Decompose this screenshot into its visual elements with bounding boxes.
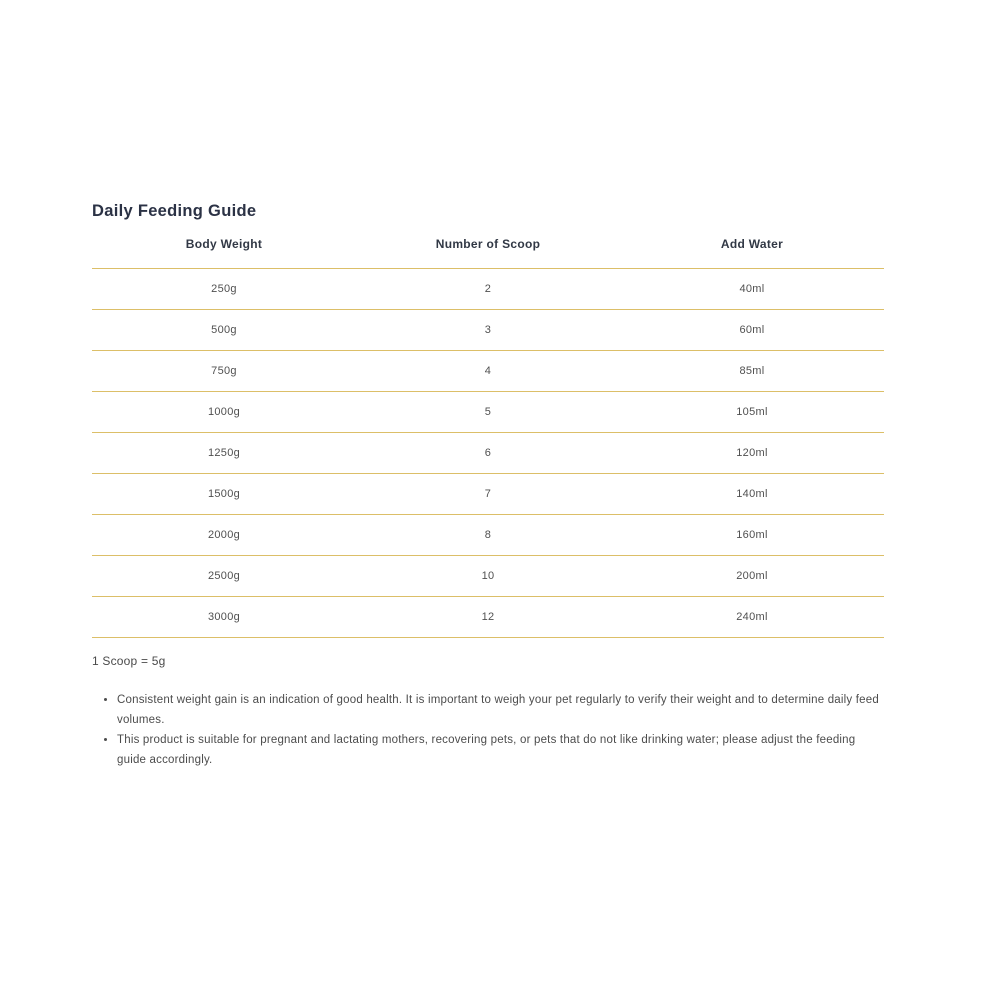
table-row [92, 556, 884, 597]
add-water-cell: 120ml [620, 433, 884, 474]
add-water-cell: 160ml [620, 515, 884, 556]
body-weight-cell: 2000g [92, 515, 356, 556]
table-row [92, 474, 884, 515]
add-water-cell: 85ml [620, 351, 884, 392]
table-row [92, 433, 884, 474]
scoop-count-cell: 2 [356, 269, 620, 310]
scoop-count-cell: 4 [356, 351, 620, 392]
feeding-notes-list [92, 690, 884, 770]
table-row [92, 351, 884, 392]
feeding-note-item: • This product is suitable for pregnant and lactating mothers, recovering pets, or pets that do not like drinking water; please adjust the feeding guide accordingly. [117, 730, 884, 770]
body-weight-cell: 1000g [92, 392, 356, 433]
table-row [92, 597, 884, 638]
table-row [92, 392, 884, 433]
add-water-cell: 60ml [620, 310, 884, 351]
table-row [92, 269, 884, 310]
feeding-guide-table [92, 237, 884, 638]
body-weight-cell: 1500g [92, 474, 356, 515]
scoop-count-cell: 3 [356, 310, 620, 351]
scoop-count-cell: 10 [356, 556, 620, 597]
body-weight-cell: 750g [92, 351, 356, 392]
body-weight-cell: 500g [92, 310, 356, 351]
scoop-size-note: 1 Scoop = 5g [92, 654, 166, 668]
scoop-count-cell: 6 [356, 433, 620, 474]
table-row [92, 515, 884, 556]
column-header-body-weight: Body Weight [92, 237, 356, 269]
content-area [92, 202, 884, 770]
body-weight-cell: 250g [92, 269, 356, 310]
table-row [92, 310, 884, 351]
scoop-count-cell: 7 [356, 474, 620, 515]
add-water-cell: 200ml [620, 556, 884, 597]
body-weight-cell: 2500g [92, 556, 356, 597]
add-water-cell: 140ml [620, 474, 884, 515]
body-weight-cell: 3000g [92, 597, 356, 638]
add-water-cell: 105ml [620, 392, 884, 433]
body-weight-cell: 1250g [92, 433, 356, 474]
section-title: Daily Feeding Guide [92, 202, 257, 220]
scoop-count-cell: 12 [356, 597, 620, 638]
scoop-count-cell: 8 [356, 515, 620, 556]
feeding-note-item: • Consistent weight gain is an indication of good health. It is important to weigh your pet regularly to verify their weight and to determine daily feed volumes. [117, 690, 884, 730]
table-header-row [92, 237, 884, 269]
add-water-cell: 240ml [620, 597, 884, 638]
scoop-count-cell: 5 [356, 392, 620, 433]
column-header-add-water: Add Water [620, 237, 884, 269]
add-water-cell: 40ml [620, 269, 884, 310]
column-header-number-of-scoop: Number of Scoop [356, 237, 620, 269]
